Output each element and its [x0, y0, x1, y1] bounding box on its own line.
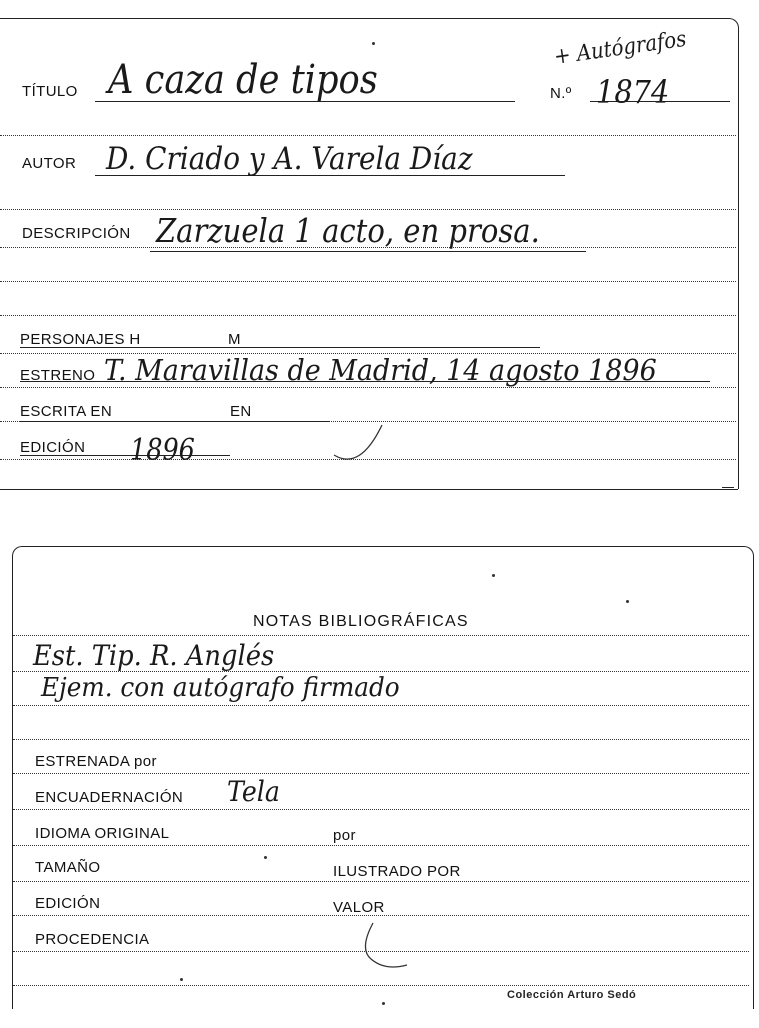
handwritten-autor: D. Criado y A. Varela Díaz [106, 141, 473, 177]
collection-footer: Colección Arturo Sedó [507, 989, 637, 1001]
rule-line [0, 135, 736, 136]
label-por: por [333, 827, 356, 844]
card-bottom-line [0, 489, 738, 490]
rule-line [0, 315, 736, 316]
label-tamano: TAMAÑO [35, 859, 101, 876]
label-numero: N.º [550, 85, 572, 102]
rule-line [13, 845, 749, 846]
card-bottom-tick [722, 487, 734, 488]
label-procedencia: PROCEDENCIA [35, 931, 150, 948]
label-edicion: EDICIÓN [20, 439, 86, 456]
scan-speck [372, 42, 375, 45]
handwritten-titulo: A caza de tipos [108, 57, 378, 103]
scan-speck [382, 1002, 385, 1005]
handwritten-numero-note: + Autógrafos [552, 26, 688, 70]
label-edicion-back: EDICIÓN [35, 895, 101, 912]
underline-escrita [20, 421, 330, 422]
rule-line [13, 739, 749, 740]
label-estreno: ESTRENO [20, 367, 96, 384]
scan-speck [626, 600, 629, 603]
handwritten-note-2: Ejem. con autógrafo firmado [41, 673, 400, 703]
label-idioma: IDIOMA ORIGINAL [35, 825, 170, 842]
label-personajes-m: M [228, 331, 241, 348]
scan-speck [180, 978, 183, 981]
label-valor: VALOR [333, 899, 385, 916]
label-descripcion: DESCRIPCIÓN [22, 225, 131, 242]
catalog-card-back [12, 546, 754, 1009]
underline-descripcion [150, 251, 586, 252]
handwritten-estreno: T. Maravillas de Madrid, 14 agosto 1896 [104, 353, 657, 387]
label-autor: AUTOR [22, 155, 77, 172]
handwritten-encuadernacion: Tela [227, 775, 280, 808]
rule-line [13, 881, 749, 882]
handwritten-edicion: 1896 [130, 433, 195, 468]
stamp-arc [330, 419, 390, 465]
catalog-card-front [0, 18, 739, 489]
rule-line [0, 209, 736, 210]
rule-line [13, 985, 749, 986]
label-ilustrado: ILUSTRADO POR [333, 863, 461, 880]
handwritten-descripcion: Zarzuela 1 acto, en prosa. [156, 211, 540, 250]
label-titulo: TÍTULO [22, 83, 78, 100]
rule-line [13, 705, 749, 706]
handwritten-numero: 1874 [596, 73, 670, 111]
handwritten-note-1: Est. Tip. R. Anglés [33, 639, 275, 672]
rule-line [0, 387, 736, 388]
rule-line [0, 281, 736, 282]
scan-speck [492, 574, 495, 577]
label-encuadernacion: ENCUADERNACIÓN [35, 789, 184, 806]
rule-line [13, 773, 749, 774]
label-escrita-en2: EN [230, 403, 252, 420]
rule-line [13, 809, 749, 810]
label-escrita-en: ESCRITA EN [20, 403, 113, 420]
notes-heading: NOTAS BIBLIOGRÁFICAS [253, 613, 469, 630]
rule-line [13, 635, 749, 636]
label-estrenada: ESTRENADA por [35, 753, 157, 770]
stamp-arc [359, 919, 419, 975]
scan-speck [264, 856, 267, 859]
label-personajes: PERSONAJES H [20, 331, 141, 348]
